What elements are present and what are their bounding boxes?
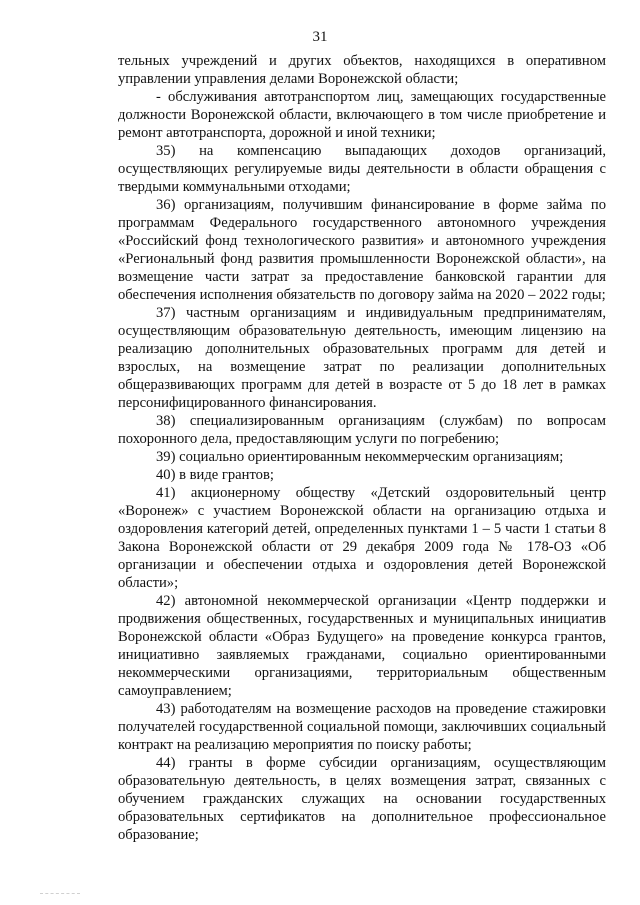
footer-rule <box>40 893 80 895</box>
paragraph-item-42: 42) автономной некоммерческой организации «Центр поддержки и продвижения общественных, государственных и муниципальных инициатив Воронежской области «Образ Будущего» на проведение конкурса грантов, инициативно заявляемых гражданами, социально ориентированными некоммерческими организациями, территориальным общественным самоуправлением; <box>118 593 606 699</box>
paragraph-item-37: 37) частным организациям и индивидуальным предпринимателям, осуществляющим образовательную деятельность, имеющим лицензию на реализацию дополнительных образовательных программ для детей и взрослых, на возмещение затрат по реализации дополнительных общеразвивающих программ для детей в возрасте от 5 до 18 лет в рамках персонифицированного финансирования. <box>118 305 606 411</box>
paragraph-item-44: 44) гранты в форме субсидии организациям, осуществляющим образовательную деятельность, в целях возмещения затрат, связанных с обучением гражданских служащих на основании государственных образовательных сертификатов на дополнительное профессиональное образование; <box>118 755 606 843</box>
paragraph-vehicle-service: - обслуживания автотранспортом лиц, замещающих государственные должности Воронежской области, включающего в том числе приобретение и ремонт автотранспорта, дорожной и иной техники; <box>118 89 606 141</box>
paragraph-item-41: 41) акционерному обществу «Детский оздоровительный центр «Воронеж» с участием Воронежской области на организацию отдыха и оздоровления категорий детей, определенных пунктами 1 – 5 части 1 статьи 8 Закона Воронежской области от 29 декабря 2009 года № 178-ОЗ «Об организации и обеспечении отдыха и оздоровления детей Воронежской области»; <box>118 485 606 591</box>
paragraph-item-36: 36) организациям, получившим финансирование в форме займа по программам Федерального государственного автономного учреждения «Российский фонд технологического развития» и автономного учреждения «Региональный фонд развития промышленности Воронежской области», на возмещение части затрат за предоставление банковской гарантии для обеспечения исполнения обязательств по договору займа на 2020 – 2022 годы; <box>118 197 606 303</box>
paragraph-continuation: тельных учреждений и других объектов, находящихся в оперативном управлении управления делами Воронежской области; <box>118 53 606 87</box>
paragraph-item-39: 39) социально ориентированным некоммерческим организациям; <box>156 449 564 465</box>
paragraph-item-43: 43) работодателям на возмещение расходов на проведение стажировки получателей государственной социальной помощи, заключивших социальный контракт на реализацию мероприятия по поиску работы; <box>118 701 606 753</box>
document-body <box>118 52 606 844</box>
paragraph-item-35: 35) на компенсацию выпадающих доходов организаций, осуществляющих регулируемые виды деятельности в области обращения с твердыми коммунальными отходами; <box>118 143 606 195</box>
paragraph-item-40: 40) в виде грантов; <box>156 467 274 483</box>
page-number: 31 <box>312 29 328 45</box>
paragraph-item-38: 38) специализированным организациям (службам) по вопросам похоронного дела, предоставляющим услуги по погребению; <box>118 413 606 447</box>
